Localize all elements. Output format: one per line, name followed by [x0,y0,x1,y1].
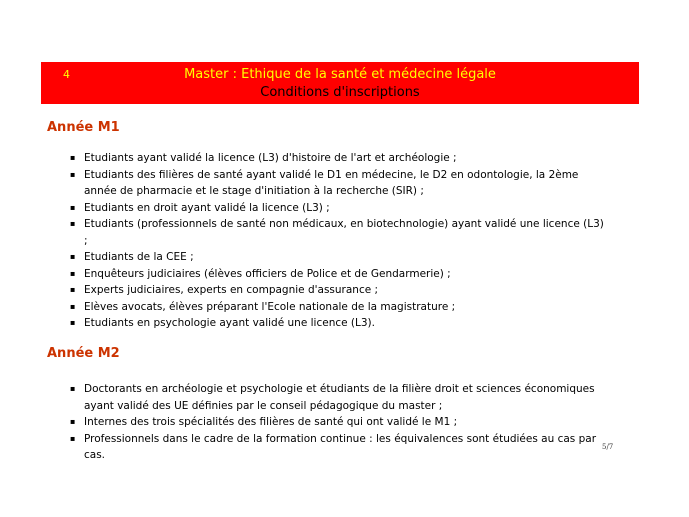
slide-number: 4 [63,68,70,81]
bullet-icon: ▪ [70,433,76,443]
list-item-text: Etudiants (professionnels de santé non médicaux, en biotechnologie) ayant validé une licence (L3) ; [84,218,604,247]
list-item-text: Etudiants des filières de santé ayant validé le D1 en médecine, le D2 en odontologie, la 2ème année de pharmacie et le stage d'initiation à la recherche (SIR) ; [84,168,579,197]
list-item [70,216,610,249]
list-item [70,381,610,414]
list-item [70,431,610,464]
bullet-icon: ▪ [70,169,76,179]
list-item-text: Elèves avocats, élèves préparant l'Ecole nationale de la magistrature ; [84,300,456,313]
list-item-text: Professionnels dans le cadre de la formation continue : les équivalences sont étudiées au cas par cas. [84,432,597,461]
bullet-icon: ▪ [70,285,76,294]
bullet-icon: ▪ [70,219,76,228]
page-title: Master : Ethique de la santé et médecine légale [184,67,496,82]
list-item-text: Etudiants en psychologie ayant validé une licence (L3). [84,317,375,329]
list-item-text: Etudiants ayant validé la licence (L3) d'histoire de l'art et archéologie ; [84,152,457,164]
page-number: 5/7 [602,443,614,451]
list-item-text: Doctorants en archéologie et psychologie et étudiants de la filière droit et sciences économiques ayant validé des UE définies par le conseil pédagogique du master ; [84,383,595,412]
list-item [70,167,610,200]
list-item [70,299,610,316]
bullet-icon: ▪ [70,252,76,261]
page-subtitle: Conditions d'inscriptions [260,85,420,100]
requirements-list-m1 [70,150,610,332]
list-item [70,249,610,266]
title-banner [41,62,639,104]
bullet-icon: ▪ [70,153,76,162]
requirements-list-m2 [70,381,610,464]
bullet-icon: ▪ [70,268,76,278]
list-item [70,150,610,167]
bullet-icon: ▪ [70,202,76,212]
section-heading-m1: Année M1 [47,120,120,135]
list-item-text: Internes des trois spécialités des filières de santé qui ont validé le M1 ; [84,416,458,428]
list-item-text: Etudiants en droit ayant validé la licence (L3) ; [84,201,330,214]
list-item-text: Etudiants de la CEE ; [84,251,194,263]
list-item [70,282,610,299]
bullet-icon: ▪ [70,301,76,311]
list-item [70,266,610,283]
section-heading-m2: Année M2 [47,346,120,361]
bullet-icon: ▪ [70,417,76,426]
list-item-text: Experts judiciaires, experts en compagnie d'assurance ; [84,284,379,296]
list-item [70,315,610,332]
list-item-text: Enquêteurs judiciaires (élèves officiers de Police et de Gendarmerie) ; [84,267,451,280]
bullet-icon: ▪ [70,318,76,327]
bullet-icon: ▪ [70,384,76,393]
list-item [70,414,610,431]
list-item [70,200,610,217]
